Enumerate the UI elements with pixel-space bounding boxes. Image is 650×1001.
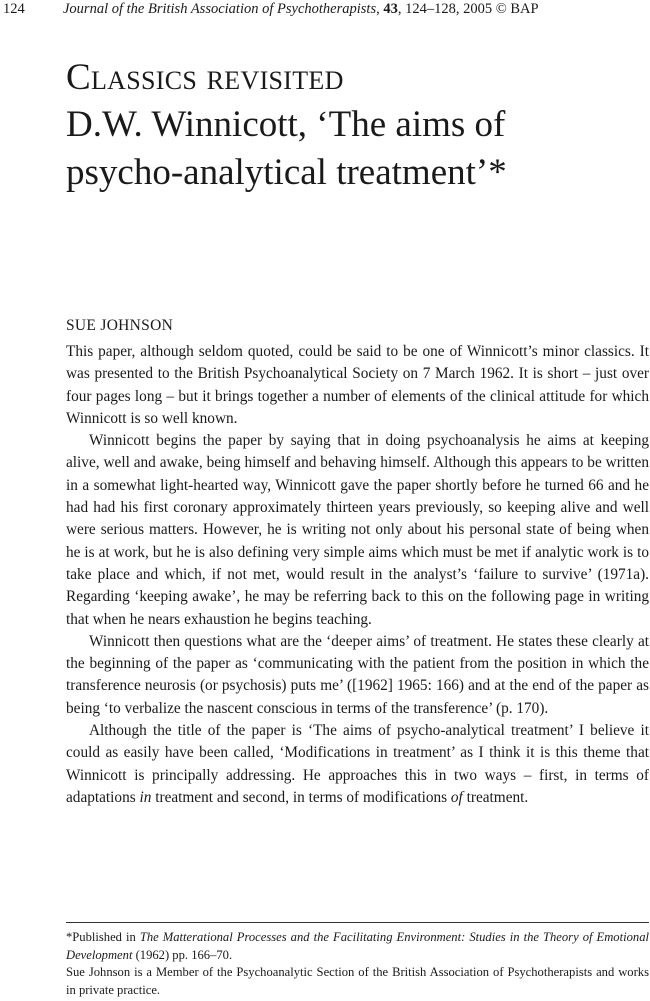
- article-body: [66, 341, 649, 809]
- paragraph-text: Although the title of the paper is ‘The aims of psycho-analytical treatment’ I believe it could as easily have been called, ‘Modifications in treatment’ as I think it is this theme that Winnicott is principally addressing. He approaches this in two ways – first, in terms of adaptations: [66, 722, 649, 806]
- paragraph-text: Winnicott begins the paper by saying that in doing psychoanalysis he aims at keeping alive, well and awake, being himself and behaving himself. Although this appears to be written in a somewhat light-hearted way, Winnicott gave the paper shortly before he turned 66 and he had had his first coronary approximately thirteen years previously, so keeping alive and well were serious matters. However, he is writing not only about his personal state of being when he is at work, but he is also defining very simple aims which must be met if analytic work is to take place and which, if not met, would result in the analyst’s ‘failure to survive’ (1971a). Regarding ‘keeping awake’, he may be referring back to this on the following page in writing that when he nears exhaustion he begins teaching.: [66, 432, 649, 628]
- emphasis-of: of: [450, 788, 463, 806]
- running-header: [0, 0, 650, 20]
- page-number: 124: [3, 1, 25, 17]
- footnote-divider: [66, 922, 649, 923]
- paragraph-text: Winnicott then questions what are the ‘deeper aims’ of treatment. He states these clearly at the beginning of the paper as ‘communicating with the patient from the position in which the transference neurosis (or psychosis) puts me’ ([1962] 1965: 166) and at the end of the paper as being ‘to verbalize the nascent conscious in terms of the transference’ (p. 170).: [66, 632, 649, 717]
- journal-pages-year: , 124–128, 2005 © BAP: [397, 1, 539, 17]
- emphasis-in: in: [139, 788, 152, 806]
- paragraph-2: [66, 430, 649, 631]
- footnote-book-title: The Matterational Processes and the Facilitating Environment: Studies in the Theory of Emotional Development: [66, 930, 649, 962]
- journal-citation: [63, 0, 539, 18]
- section-label: Classics revisited: [66, 57, 344, 98]
- author-name: SUE JOHNSON: [66, 317, 174, 334]
- journal-name: Journal of the British Association of Psychotherapists: [63, 1, 377, 17]
- article-title: D.W. Winnicott, ‘The aims of psycho-analytical treatment’*: [66, 104, 507, 193]
- footnote-prefix: *Published in: [66, 930, 140, 944]
- footnote-publication: [66, 929, 649, 964]
- footnotes: [66, 929, 649, 999]
- footnote-author-bio: Sue Johnson is a Member of the Psychoanalytic Section of the British Association of Psychotherapists and works in private practice.: [66, 965, 649, 997]
- journal-comma: ,: [376, 1, 384, 17]
- footnote-suffix: (1962) pp. 166–70.: [132, 947, 233, 962]
- paragraph-text: This paper, although seldom quoted, could be said to be one of Winnicott’s minor classics. It was presented to the British Psychoanalytical Society on 7 March 1962. It is short – just over four pages long – but it brings together a number of elements of the clinical attitude for which Winnicott is so well known.: [66, 343, 649, 427]
- journal-volume: 43: [383, 1, 398, 17]
- paragraph-4: [66, 720, 649, 809]
- paragraph-text: treatment and second, in terms of modifications: [151, 788, 451, 806]
- paragraph-3: [66, 631, 649, 720]
- paragraph-1: [66, 341, 649, 430]
- paragraph-text: treatment.: [462, 788, 529, 806]
